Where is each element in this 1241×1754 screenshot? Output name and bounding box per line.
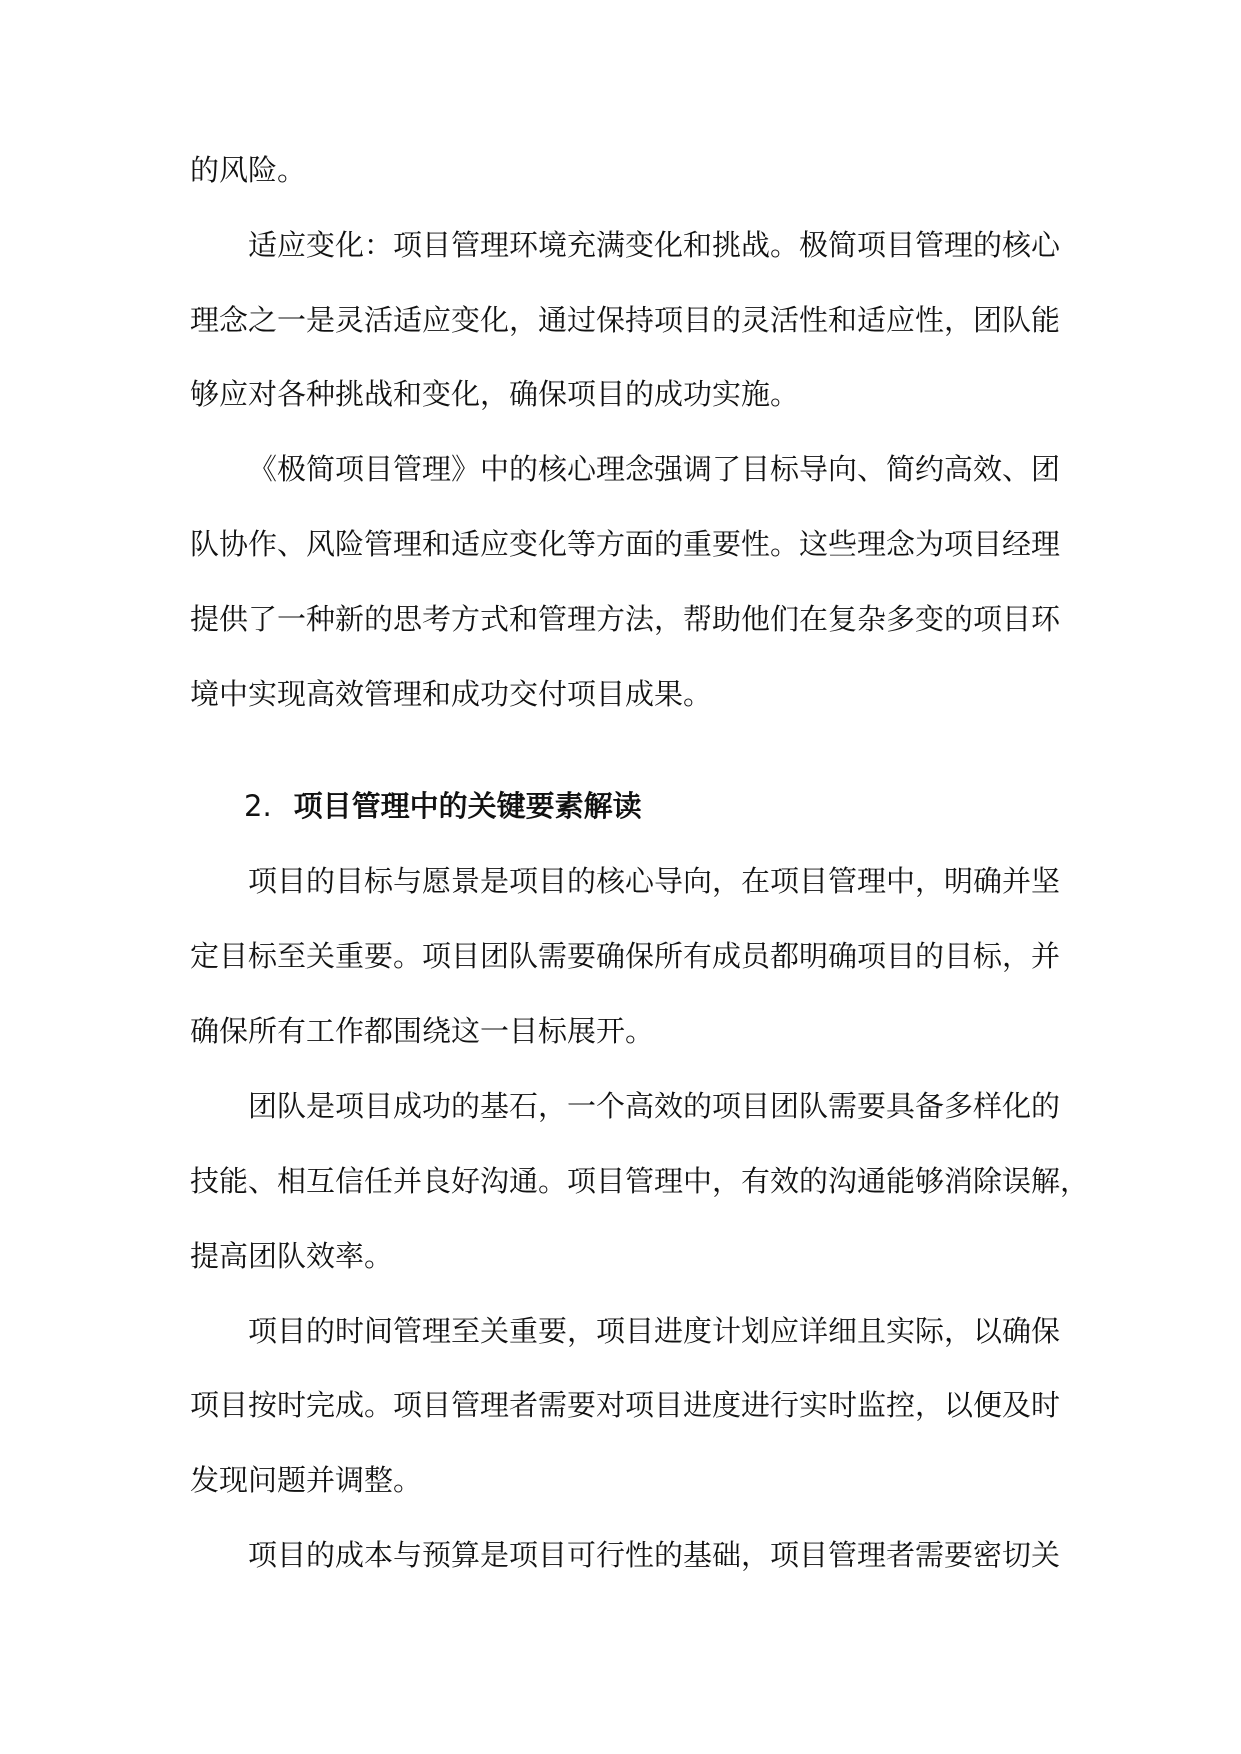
section-heading — [244, 786, 642, 826]
paragraph-2-line-1: 队协作、风险管理和适应变化等方面的重要性。这些理念为项目经理 — [190, 527, 1061, 561]
paragraph-3-line-2: 确保所有工作都围绕这一目标展开。 — [190, 1014, 655, 1048]
paragraph-5-line-0: 项目的时间管理至关重要，项目进度计划应详细且实际，以确保 — [248, 1314, 1061, 1348]
paragraph-5-line-1: 项目按时完成。项目管理者需要对项目进度进行实时监控，以便及时 — [190, 1388, 1061, 1422]
paragraph-2-line-3: 境中实现高效管理和成功交付项目成果。 — [190, 677, 713, 711]
paragraph-1-line-1: 理念之一是灵活适应变化，通过保持项目的灵活性和适应性，团队能 — [190, 303, 1061, 337]
paragraph-2-line-0: 《极简项目管理》中的核心理念强调了目标导向、简约高效、团 — [248, 452, 1061, 486]
paragraph-1-line-0: 适应变化：项目管理环境充满变化和挑战。极简项目管理的核心 — [248, 228, 1061, 262]
section-title: 项目管理中的关键要素解读 — [293, 789, 642, 823]
paragraph-0-line-0: 的风险。 — [190, 153, 307, 187]
paragraph-5-line-2: 发现问题并调整。 — [190, 1463, 423, 1497]
paragraph-4-line-0: 团队是项目成功的基石，一个高效的项目团队需要具备多样化的 — [248, 1089, 1061, 1123]
paragraph-6-line-0: 项目的成本与预算是项目可行性的基础，项目管理者需要密切关 — [248, 1538, 1061, 1572]
paragraph-4-line-2: 提高团队效率。 — [190, 1239, 394, 1273]
paragraph-2-line-2: 提供了一种新的思考方式和管理方法，帮助他们在复杂多变的项目环 — [190, 602, 1061, 636]
paragraph-3-line-1: 定目标至关重要。项目团队需要确保所有成员都明确项目的目标，并 — [190, 939, 1061, 973]
paragraph-4-line-1: 技能、相互信任并良好沟通。项目管理中，有效的沟通能够消除误解， — [190, 1164, 1090, 1198]
paragraph-1-line-2: 够应对各种挑战和变化，确保项目的成功实施。 — [190, 377, 800, 411]
section-number: 2. — [244, 789, 272, 823]
paragraph-3-line-0: 项目的目标与愿景是项目的核心导向，在项目管理中，明确并坚 — [248, 864, 1061, 898]
